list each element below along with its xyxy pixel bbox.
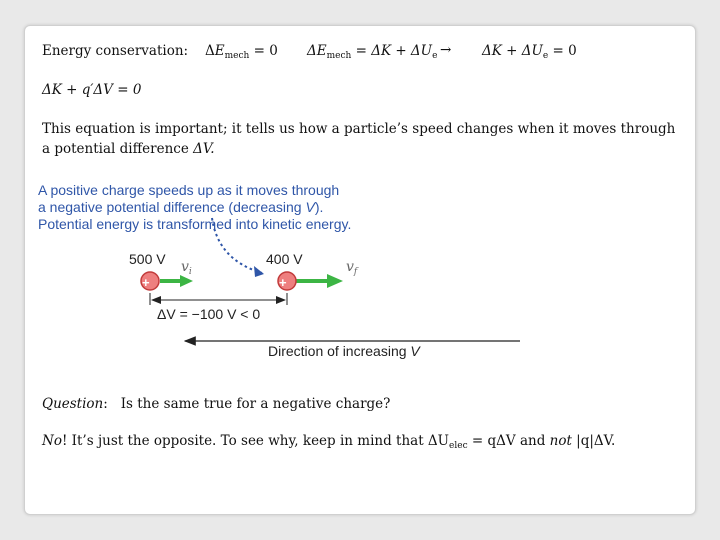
implies-arrow: → xyxy=(440,42,452,58)
equation-k-qv-zero: ΔK + q′ΔV = 0 xyxy=(42,82,142,98)
question-line: Question: Is the same true for a negative charge? xyxy=(42,396,391,412)
answer-line: No! It’s just the opposite. To see why, keep in mind that $\Delta U_{elec} = q\Delta V$ and not |q|ΔV. xyxy=(42,433,616,451)
motion-path-arrow xyxy=(212,218,262,273)
energy-conservation-label: Energy conservation: xyxy=(42,43,189,59)
caption-line-1: A positive charge speeds up as it moves through xyxy=(38,182,340,198)
initial-velocity-label: $v_i$ xyxy=(181,259,192,277)
initial-charge-sign: + xyxy=(142,275,150,290)
right-voltage-label: 400 V xyxy=(266,251,303,267)
direction-label: Direction of increasing V xyxy=(268,343,420,359)
delta-v-label: ΔV = −100 V < 0 xyxy=(157,306,261,322)
equation-emech-sum: $\Delta E_{mech} = \Delta K + \Delta U_e$ xyxy=(307,43,438,61)
final-velocity-label: $v_f$ xyxy=(346,259,358,277)
caption-line-2: a negative potential difference (decreasing V). xyxy=(38,199,324,215)
equation-k-u-zero: $\Delta K + \Delta U_e = 0$ xyxy=(482,43,577,61)
motion-path-arrowhead xyxy=(254,266,264,277)
left-voltage-label: 500 V xyxy=(129,251,166,267)
final-charge-sign: + xyxy=(279,275,287,290)
caption-line-3: Potential energy is transformed into kinetic energy. xyxy=(38,216,352,232)
equation-emech-zero: $\Delta E_{mech} = 0$ xyxy=(205,43,278,61)
explanation-paragraph: This equation is important; it tells us how a particle’s speed changes when it moves through a potential difference ΔV. xyxy=(42,121,676,157)
